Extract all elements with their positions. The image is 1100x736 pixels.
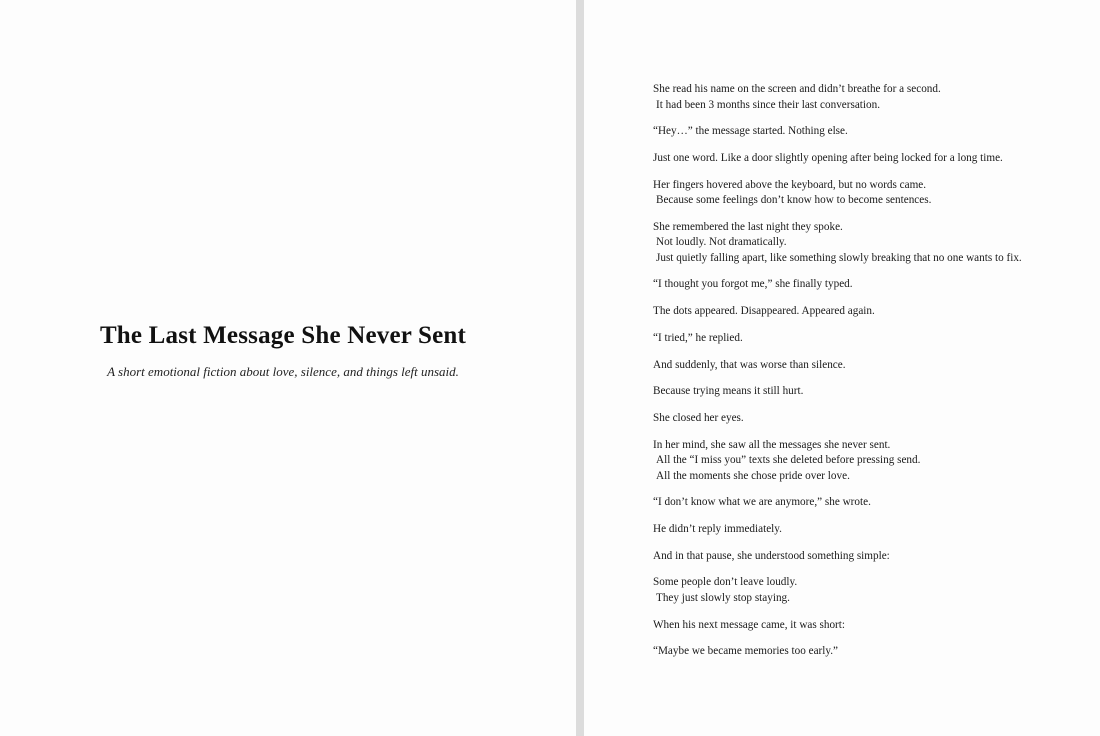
- book-subtitle: A short emotional fiction about love, silence, and things left unsaid.: [107, 364, 459, 379]
- story-paragraph: [653, 331, 1093, 347]
- story-line: She read his name on the screen and didn’t breathe for a second.: [653, 83, 941, 95]
- story-paragraph: [653, 358, 1093, 374]
- story-line: “Hey…” the message started. Nothing else.: [653, 125, 848, 138]
- story-line: Because trying means it still hurt.: [653, 385, 804, 398]
- story-line: And suddenly, that was worse than silence.: [653, 358, 846, 371]
- title-block: [0, 322, 566, 380]
- story-paragraph: [653, 618, 1093, 634]
- book-title: The Last Message She Never Sent: [99, 322, 467, 349]
- story-line: All the “I miss you” texts she deleted before pressing send.: [656, 454, 921, 467]
- story-paragraph: [653, 220, 1093, 267]
- page-gutter: [576, 0, 584, 736]
- story-line: And in that pause, she understood something simple:: [653, 549, 890, 562]
- story-line: Because some feelings don’t know how to become sentences.: [656, 194, 932, 207]
- story-line: “Maybe we became memories too early.”: [653, 645, 839, 658]
- story-paragraph: [653, 549, 1093, 565]
- story-paragraph: [653, 384, 1093, 400]
- story-paragraph: [653, 277, 1093, 293]
- story-line: She remembered the last night they spoke.: [653, 220, 843, 233]
- story-line: Just one word. Like a door slightly opening after being locked for a long time.: [653, 151, 1003, 164]
- story-paragraph: [653, 82, 1093, 113]
- story-line: He didn’t reply immediately.: [653, 522, 782, 535]
- story-line: “I thought you forgot me,” she finally typed.: [653, 278, 853, 291]
- story-paragraph: [653, 124, 1093, 140]
- story-line: “I tried,” he replied.: [653, 331, 743, 344]
- story-paragraph: [653, 495, 1093, 511]
- story-paragraph: [653, 151, 1093, 167]
- story-line: They just slowly stop staying.: [656, 591, 790, 604]
- story-paragraph: [653, 522, 1093, 538]
- story-text: [653, 82, 1093, 671]
- story-line: She closed her eyes.: [653, 411, 744, 424]
- story-line: The dots appeared. Disappeared. Appeared again.: [653, 305, 875, 318]
- story-paragraph: [653, 575, 1093, 606]
- story-line: In her mind, she saw all the messages she never sent.: [653, 438, 891, 451]
- story-line: Her fingers hovered above the keyboard, but no words came.: [653, 178, 927, 191]
- story-line: Just quietly falling apart, like something slowly breaking that no one wants to fix.: [656, 251, 1022, 264]
- story-line: “I don’t know what we are anymore,” she wrote.: [653, 496, 871, 509]
- story-paragraph: [653, 411, 1093, 427]
- story-line: Some people don’t leave loudly.: [653, 576, 798, 589]
- story-paragraph: [653, 304, 1093, 320]
- story-line: Not loudly. Not dramatically.: [656, 236, 787, 249]
- story-line: It had been 3 months since their last conversation.: [656, 98, 881, 111]
- right-page: [584, 0, 1100, 736]
- story-paragraph: [653, 178, 1093, 209]
- story-line: When his next message came, it was short:: [653, 618, 846, 631]
- story-paragraph: [653, 438, 1093, 485]
- story-paragraph: [653, 644, 1093, 660]
- story-line: All the moments she chose pride over love.: [656, 469, 850, 482]
